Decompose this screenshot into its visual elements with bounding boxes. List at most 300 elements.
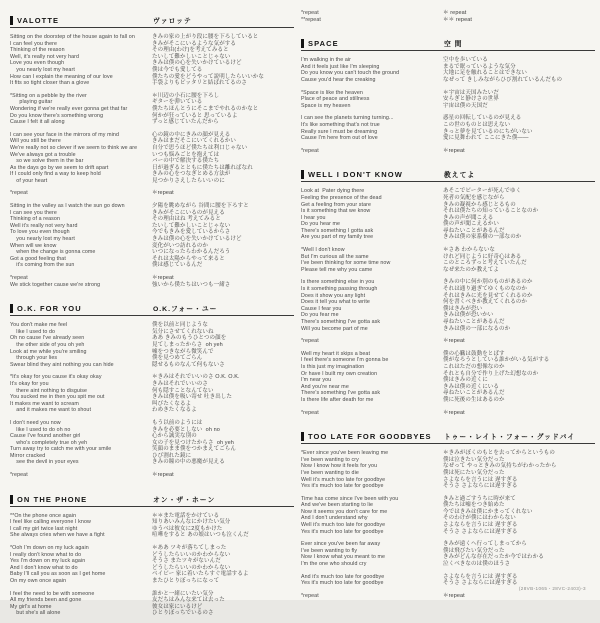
lyric-block xyxy=(443,351,593,404)
lyric-block xyxy=(152,545,302,585)
lyric-line: 僕を以前と同じような xyxy=(152,322,209,329)
lyric-line: きみは僕の近くにいる xyxy=(443,383,500,390)
lyric-block xyxy=(443,496,593,536)
lyrics-japanese xyxy=(152,34,302,294)
lyric-line: Really sure I must be dreaming xyxy=(301,128,378,135)
lyric-line: 空中を歩いている xyxy=(443,57,488,64)
song-lyrics xyxy=(10,34,294,294)
lyric-line: 何かが狂っていると 思っているよ xyxy=(152,112,238,119)
lyric-line: I can see the planets turning turning... xyxy=(301,115,394,122)
header-bar-icon xyxy=(301,39,304,48)
lyric-line: Thinking of the reason xyxy=(10,47,65,54)
lyric-block xyxy=(10,93,152,126)
lyric-line: ＊きみがぼくのもとを去ってからというもの xyxy=(443,450,556,457)
lyric-line: きみは僕の心を失いかけているけど xyxy=(152,60,242,67)
lyric-line: Does it show you any light xyxy=(301,292,366,299)
lyrics-english xyxy=(10,34,152,294)
lyric-line: And I don't know what to do xyxy=(10,564,78,571)
lyric-line: She always cries when we have a fight xyxy=(10,532,105,539)
lyric-line: Yes it's much too late for goodbye xyxy=(301,528,384,535)
lyric-block xyxy=(443,410,593,417)
lyric-block xyxy=(10,472,152,479)
lyric-line: きみは僕が恐いかい xyxy=(443,312,494,319)
lyric-line: Space is my heaven xyxy=(301,102,351,109)
lyric-line: like I used to do oh no xyxy=(10,426,71,433)
lyric-line: Or have I built my own creation xyxy=(301,370,378,377)
lyric-block xyxy=(443,279,593,332)
lyric-line: 友だちはみんな来ては去った xyxy=(152,597,225,604)
lyric-line: 笑顔のまま僕をつかまえてごらん xyxy=(152,446,237,453)
lyric-line: さよならを言うには 遅すぎる xyxy=(443,573,518,580)
lyric-line: 泣くべきなのは僕のほうさ xyxy=(443,561,511,568)
lyric-line: きみがそこにいるのが見える xyxy=(152,209,225,216)
lyric-line: どうしたらいいのかわからない xyxy=(152,564,231,571)
lyric-line: I feel the need to be with someone xyxy=(10,590,95,597)
lyric-block xyxy=(301,279,443,332)
lyric-line: 僕がなろうとしている誰かがいる気がする xyxy=(443,357,550,364)
lyric-line: 叫びたくなるよ xyxy=(152,400,192,407)
header-bar-icon xyxy=(301,170,304,179)
lyric-line: そのわけが僕にはわからない xyxy=(443,515,516,522)
lyric-line: Yes it's much too late for goodbye xyxy=(301,483,384,490)
lyric-line: 僕はきみが恐い xyxy=(443,305,483,312)
lyric-line: けれど同じように好奇心はある xyxy=(443,253,522,260)
lyric-line: またひとりぼっちになって xyxy=(152,578,220,584)
lyric-line: playing guitar xyxy=(10,99,53,106)
lyric-line: 心の鏡の中にきみの顔が見える xyxy=(152,131,231,138)
lyric-line: I've been thinking for some time now xyxy=(301,260,391,267)
lyric-line: 見てしまったからさ oh yeh xyxy=(152,341,223,348)
lyric-line: 僕の声が聞こえるかい xyxy=(443,221,500,228)
lyric-line: You sucked me in then you spit me out xyxy=(10,394,105,401)
lyric-block xyxy=(443,148,593,155)
lyric-line: I've been wanting to cry xyxy=(301,456,359,463)
lyric-block xyxy=(10,374,152,414)
song-title-jp: トゥー・レイト・フォー・グッドバイ xyxy=(444,434,576,442)
lyric-line: There's something I gotta ask xyxy=(301,227,374,234)
lyric-line: Now it seems you don't care for me xyxy=(301,508,388,515)
lyric-block xyxy=(301,10,443,23)
lyric-line: you nearly lost my heart xyxy=(10,236,75,243)
lyrics-japanese xyxy=(443,57,593,160)
lyric-line: 惑星の回転しているのが見える xyxy=(443,115,522,122)
lyric-line: きみが遠くへ行ってしまってから xyxy=(443,541,528,548)
lyric-line: I call my girl twice last night xyxy=(10,525,78,532)
lyric-block xyxy=(443,541,593,567)
lyric-line: 今でもきみを愛しているからさ xyxy=(152,229,231,236)
lyric-block xyxy=(10,190,152,197)
lyric-line: 僕は泣きたい気分だった xyxy=(443,456,505,463)
lyric-line: 僕はきみの近くに xyxy=(443,377,488,384)
lyric-block xyxy=(301,541,443,567)
lyric-line: I hear you xyxy=(301,214,326,221)
lyric-line: It's like something that's not true xyxy=(301,121,380,128)
lyric-block xyxy=(10,591,152,617)
lyric-line: 僕たちほんとうにそこまでやれるのかなと xyxy=(152,105,259,112)
song-too-late-for-goodbyes xyxy=(301,431,595,605)
lyrics-japanese xyxy=(152,513,302,623)
lyric-line: 何を書くべきか教えてくれるのか xyxy=(443,299,528,306)
lyric-line: なぜって やっときみの気持ちがわかったから xyxy=(443,463,557,470)
lyric-line: Look at Pater dying there xyxy=(301,188,365,195)
lyric-line: there aint nothing to disguise xyxy=(10,387,88,394)
lyric-line: who's completely true oh yeh xyxy=(10,439,88,446)
lyric-line: As the days go by we seem to drift apart xyxy=(10,164,109,171)
lyric-line: *Ever since you've been leaving me xyxy=(301,450,389,457)
lyric-line: どうしたらいいのかわからない xyxy=(152,551,231,558)
lyric-line: 誰かと一緒にいたい気分 xyxy=(152,590,214,597)
lyric-line: ベイビー 家に着いたらすぐ電話するよ xyxy=(152,571,249,578)
lyric-line: And we've been starting to lie xyxy=(301,502,374,509)
lyric-line: もう以前のようには xyxy=(152,419,203,426)
lyric-line: 知りあいみんなにかけたい気分 xyxy=(152,519,231,526)
lyric-line: ＊＊ repeat xyxy=(443,16,473,23)
lyric-line: なぜって きしみながらひび割れているんだもの xyxy=(443,76,563,83)
lyric-line: たいして難かしいことじゃない xyxy=(152,53,231,60)
lyric-line: Time has come since I've been with you xyxy=(301,495,399,502)
lyric-line: 何も隠すことなんてない xyxy=(152,387,214,394)
lyric-block xyxy=(301,338,443,345)
lyric-line: Do you fear me xyxy=(301,312,339,319)
lyric-line: ＊repeat xyxy=(443,147,465,154)
lyric-block xyxy=(10,420,152,466)
song-lyrics xyxy=(301,450,595,605)
lyric-line: Cause I fear you xyxy=(301,305,342,312)
lyric-line: Yes it's much too late for goodbye xyxy=(301,580,384,587)
continuation-repeat-marks xyxy=(301,10,595,29)
lyric-line: 今ではきみは僕にかまってくれない xyxy=(443,508,533,515)
song-ok-for-you xyxy=(10,303,294,484)
lyric-line: ゆうべは彼女に2度もかけた xyxy=(152,525,223,532)
lyric-line: Baby I'll call you as soon as I get home xyxy=(10,571,106,578)
lyric-line: And it's much too late for goodbye xyxy=(301,573,385,580)
lyric-line: you nearly lost my heart xyxy=(10,66,75,73)
lyric-line: 大地に足を触れることはできない xyxy=(443,70,528,77)
lyric-line: 変化がいつ訪れるのか xyxy=(152,242,209,249)
lyric-line: Love you even though xyxy=(10,60,65,67)
lyric-line: Do you hear me xyxy=(301,221,341,228)
lyric-line: Got a good feeling that xyxy=(10,255,66,262)
lyric-line: きみはそれでいいのさ xyxy=(152,380,209,387)
lyric-line: Oh no cause I've already seen xyxy=(10,335,85,342)
lyric-line: たいして難かしいことじゃない xyxy=(152,222,231,229)
lyric-line: あそこでピーターが死んでゆく xyxy=(443,188,522,195)
lyric-line: きみを必要としない oh no xyxy=(152,426,220,433)
lyric-line: Sitting on the doorstep of the house again to fall on xyxy=(10,34,135,40)
right-column xyxy=(301,0,595,605)
lyric-line: I feel like calling everyone I know xyxy=(10,519,91,526)
song-header-valotte xyxy=(10,15,294,28)
lyric-line: Feeling the presence of the dead xyxy=(301,194,382,201)
lyric-line: きみはまだそこにいてくれるかい xyxy=(152,138,237,145)
lyric-line: I've been wanting to fly xyxy=(301,547,358,554)
lyric-line: 気分にさせてくれないね xyxy=(152,328,214,335)
lyric-line: ＊川辺の小石に腰を下ろし xyxy=(152,92,220,99)
lyric-line: But I'm curious all the same xyxy=(301,253,369,260)
lyric-line: And I don't understand why xyxy=(301,515,368,522)
lyric-block xyxy=(301,247,443,273)
lyrics-japanese xyxy=(443,450,593,605)
lyric-block xyxy=(152,132,302,185)
lyric-line: 僕は感じているんだ xyxy=(152,262,203,269)
lyric-line: Does it tell you what to write xyxy=(301,299,370,306)
lyric-line: そうさ さよならには遅すぎる xyxy=(443,528,518,535)
lyric-line: さよならを言うには 遅すぎる xyxy=(443,522,518,529)
lyrics-japanese xyxy=(443,188,593,422)
lyric-line: Sitting in the valley as I watch the sun go down xyxy=(10,203,125,210)
lyric-line: 僕たちは嘘をつき始めた xyxy=(443,502,505,509)
song-header-space xyxy=(301,38,595,51)
lyric-line: わめきたくなるよ xyxy=(152,407,197,414)
lyric-line: このところずっと考えていたんだ xyxy=(443,260,527,267)
lyric-line: *Well I don't know xyxy=(301,247,345,254)
lyric-line: 安らぎと静けさの世界 xyxy=(443,96,500,103)
lyric-line: *repeat xyxy=(10,275,28,281)
repeat-marks-english xyxy=(301,10,443,29)
lyric-line: ＊repeat xyxy=(443,592,465,599)
lyric-line: ＊repeat xyxy=(443,338,465,345)
lyric-block xyxy=(301,188,443,241)
lyric-block xyxy=(301,410,443,417)
lyric-line: Is this just my imagination xyxy=(301,363,365,370)
lyric-line: I really don't know what to do xyxy=(10,551,82,558)
lyric-line: それは僕たちの知っていることなのか xyxy=(443,208,539,215)
song-title-en: WELL I DON'T KNOW xyxy=(308,170,403,180)
song-header-on-the-phone xyxy=(10,494,294,507)
lyric-block xyxy=(301,496,443,536)
lyric-line: ＊repeat xyxy=(152,190,174,197)
lyric-line: 僕を見つめてごらん xyxy=(152,355,203,362)
lyric-block xyxy=(152,513,302,539)
lyric-block xyxy=(10,203,152,269)
lyric-line: *repeat xyxy=(10,472,28,479)
lyric-line: If I could only find a way to keep hold xyxy=(10,171,101,178)
lyric-line: I feel there's someone I'm gonna be xyxy=(301,357,389,364)
lyric-block xyxy=(152,374,302,414)
lyric-line: And you're near me xyxy=(301,383,349,390)
lyric-line: of your heart xyxy=(10,177,48,184)
lyric-line: but she's all alone xyxy=(10,610,61,617)
lyric-line: きみがどんな存在だったか今ではわかる xyxy=(443,554,544,561)
lyric-line: Do you know you can't touch the ground xyxy=(301,70,400,77)
lyric-line: 僕は飛びたい気分だった xyxy=(443,547,505,554)
lyric-line: On my own once again xyxy=(10,578,67,584)
lyric-line: **On the phone once again xyxy=(10,512,77,519)
lyric-line: the other side of you oh yeh xyxy=(10,341,85,348)
song-on-the-phone xyxy=(10,494,294,623)
lyric-line: まるで眠っているような気分 xyxy=(443,63,516,70)
lyric-line: 尋ねたいことがあるんだ xyxy=(443,390,505,397)
lyric-line: それとも自分で作り上げた幻想なのか xyxy=(443,370,539,377)
lyric-line: 僕は今でも愛してる xyxy=(152,66,203,73)
lyric-block xyxy=(301,574,443,587)
lyric-line: この世のものとは思えない xyxy=(443,121,511,128)
lyric-line: ＊ああ ツキが落ちてしまった xyxy=(152,545,227,552)
lyric-line: 手袋よりもピッタリと結ばれてるのさ xyxy=(152,80,247,87)
lyric-line: Are you part of my family tree xyxy=(301,234,374,241)
song-title-jp: 教えてよ xyxy=(444,172,476,180)
lyric-line: When will we know xyxy=(10,242,57,249)
lyric-line: 隠せるものなんて何もないさ xyxy=(152,361,225,368)
lyric-line: We've always got a trouble xyxy=(10,151,76,158)
lyric-line: Cause I'm here from out of love xyxy=(301,135,378,142)
header-bar-icon xyxy=(10,495,13,504)
lyric-line: そうさ またツキがないんだ xyxy=(152,558,221,565)
lyric-line: when the change is gonna come xyxy=(10,249,96,256)
lyric-line: Wondering if we're really ever gonna get that far xyxy=(10,105,128,112)
lyric-line: 彼女は家にいるけど xyxy=(152,603,203,610)
song-header-well-i-dont-know xyxy=(301,169,595,182)
lyric-line: ＊きみはそれでいいのさ O.K. O.K. xyxy=(152,374,240,381)
lyric-line: You don't make me feel xyxy=(10,322,68,329)
lyric-line: We're really not so clever if we seem to think we are xyxy=(10,144,138,151)
lyric-line: Is it something passing through xyxy=(301,286,378,293)
repeat-marks-japanese xyxy=(443,10,593,29)
lyric-line: And it feels just like I'm sleeping xyxy=(301,63,380,70)
lyric-block xyxy=(10,513,152,539)
lyric-line: *Sitting on a pebble by the river xyxy=(10,92,87,99)
lyric-line: ずっと感じていたんだから xyxy=(152,119,219,126)
song-title-jp: オン・ザ・ホーン xyxy=(153,496,216,504)
song-header-too-late-for-goodbyes xyxy=(301,431,595,444)
lyric-line: きみの中に何か別のものがあるのか xyxy=(443,279,533,286)
lyric-line: through your lies xyxy=(10,355,58,362)
lyric-line: *repeat xyxy=(301,10,319,16)
lyric-line: その理由はね 考えてみると xyxy=(152,216,221,223)
lyric-block xyxy=(152,203,302,269)
lyric-block xyxy=(10,34,152,87)
lyric-block xyxy=(443,338,593,345)
lyric-line: それは太陽からやって来ると xyxy=(152,255,225,262)
lyric-block xyxy=(10,275,152,288)
lyric-block xyxy=(443,115,593,141)
lyric-block xyxy=(10,322,152,368)
lyrics-english xyxy=(301,188,443,422)
lyric-line: We stick together cause we're strong xyxy=(10,281,101,288)
lyric-block xyxy=(443,593,593,600)
lyric-line: 自分で思うほど僕たちは利口じゃない xyxy=(152,144,248,151)
lyric-line: 喧嘩をすると あの娘はいつも泣くんだ xyxy=(152,532,249,539)
lyric-line: 宇宙は僕の天国だ xyxy=(443,102,488,109)
lyric-line: 死者の気配を感じながら xyxy=(443,194,505,201)
lyric-block xyxy=(443,247,593,273)
lyric-line: ＊ repeat xyxy=(443,10,467,16)
lyric-line: 女の子を見つけたからさ oh yeh xyxy=(152,439,234,446)
lyric-line: *It's okay for you cause it's okay okay xyxy=(10,374,102,381)
lyric-block xyxy=(152,190,302,197)
lyric-line: ＊repeat xyxy=(152,472,174,479)
lyric-line: きみは僕の家系樹の一部なのか xyxy=(443,234,522,241)
lyric-line: so we solve them in the bar xyxy=(10,158,84,165)
lyric-line: *repeat xyxy=(301,338,319,345)
song-title-en: SPACE xyxy=(308,39,339,49)
catalog-number: (28VB-1065・28VC-2403)-3 xyxy=(518,586,586,591)
lyric-line: きみは僕の心を失いかけているけど xyxy=(152,236,242,243)
lyric-line: *repeat xyxy=(301,409,319,416)
lyric-line: *Ooh I'm down on my luck again xyxy=(10,545,89,552)
lyric-line: そうさ さよならには遅すぎる xyxy=(443,483,518,490)
lyric-line: Will you still be there xyxy=(10,138,61,145)
lyric-line: Do you know there's something wrong xyxy=(10,112,104,119)
lyric-line: How can I explain the meaning of our love xyxy=(10,73,113,80)
lyric-line: いつも悩みごとを抱えては xyxy=(152,151,220,158)
lyric-line: see the devil in your eyes xyxy=(10,459,79,466)
lyric-block xyxy=(301,57,443,83)
lyric-line: きみの家の上がり段に腰を下ろしていると xyxy=(152,34,259,40)
lyric-line: さよならを言うには 遅すぎる xyxy=(443,476,518,483)
song-lyrics xyxy=(301,188,595,422)
lyric-line: きみがそこにいるような気がする xyxy=(152,40,237,47)
lyric-line: I can feel you there xyxy=(10,40,58,47)
lyric-line: I can see you there xyxy=(10,209,57,216)
lyric-block xyxy=(152,591,302,617)
lyric-block xyxy=(301,115,443,141)
lyric-line: Is there life after death for me xyxy=(301,396,374,403)
lyric-line: Cause I felt it all along xyxy=(10,119,65,126)
left-column xyxy=(10,0,294,623)
lyric-line: きみと過ごすうちに時が来て xyxy=(443,495,516,502)
lyric-line: There's something I've gotta ask xyxy=(301,319,381,325)
lyric-line: 夕陽を眺めながら 谷間に腰を下ろすと xyxy=(152,203,249,210)
lyric-line: I'm the one who should cry xyxy=(301,561,367,568)
lyric-line: 日が過ぎるとともに僕たちは離ればなれ xyxy=(152,164,253,171)
song-header-ok-for-you xyxy=(10,303,294,316)
lyric-block xyxy=(152,472,302,479)
lyric-line: I'm walking in the air xyxy=(301,57,352,64)
lyric-line: そうさ さよならには遅すぎる xyxy=(443,580,518,587)
header-bar-icon xyxy=(10,16,13,25)
lyric-line: きっと夢を見ているのにちがいない xyxy=(443,128,533,135)
lyric-line: 強いから僕たちはいつも一緒さ xyxy=(152,281,231,288)
song-title-en: TOO LATE FOR GOODBYES xyxy=(308,432,432,442)
song-lyrics xyxy=(301,57,595,160)
song-title-jp: 空 間 xyxy=(444,41,463,49)
song-valotte xyxy=(10,15,294,294)
lyric-line: Well, it's really not very hard xyxy=(10,53,80,60)
song-title-jp: O.K.フォー・ユー xyxy=(153,306,218,314)
lyric-line: ギターを弾いている xyxy=(152,99,203,106)
lyric-block xyxy=(443,574,593,587)
lyric-block xyxy=(152,34,302,87)
lyric-line: ＊repeat xyxy=(152,275,174,281)
song-lyrics xyxy=(10,513,294,623)
lyric-line: Will you become part of me xyxy=(301,325,368,332)
lyric-line: 僕に死後の生はあるのか xyxy=(443,396,505,403)
lyric-line: I don't need you now xyxy=(10,419,61,426)
lyric-line: ああ きみのもうひとつの顔を xyxy=(152,335,227,342)
lyric-line: Yes I'm down on my luck again xyxy=(10,558,86,565)
song-title-en: ON THE PHONE xyxy=(17,494,88,504)
lyric-line: 僕の心臓は鼓動をとばす xyxy=(443,350,505,357)
lyrics-english xyxy=(301,57,443,160)
lyric-block xyxy=(152,93,302,126)
lyric-block xyxy=(301,351,443,404)
lyric-line: きみの凝視から感じとるもの xyxy=(443,201,516,208)
lyric-block xyxy=(152,275,302,288)
lyric-line: きみの声が聞こえる xyxy=(443,214,494,221)
lyric-line: 尋ねたいことがあるんだ xyxy=(443,319,505,325)
lyric-line: I'm near you xyxy=(301,377,332,384)
lyric-line: It makes me want to scream xyxy=(10,400,79,407)
header-bar-icon xyxy=(10,304,13,313)
lyric-line: My girl's at home xyxy=(10,603,52,610)
lyric-line: Well it's much too late for goodbye xyxy=(301,522,386,529)
lyric-line: Cause you'd hear the creaking xyxy=(301,76,376,83)
lyric-block xyxy=(152,420,302,466)
lyric-line: Turn away try to catch me with your smile xyxy=(10,446,112,453)
lyric-line: いつになったらわかるんだろう xyxy=(152,249,231,256)
lyric-line: Well it's much too late for goodbye xyxy=(301,476,386,483)
